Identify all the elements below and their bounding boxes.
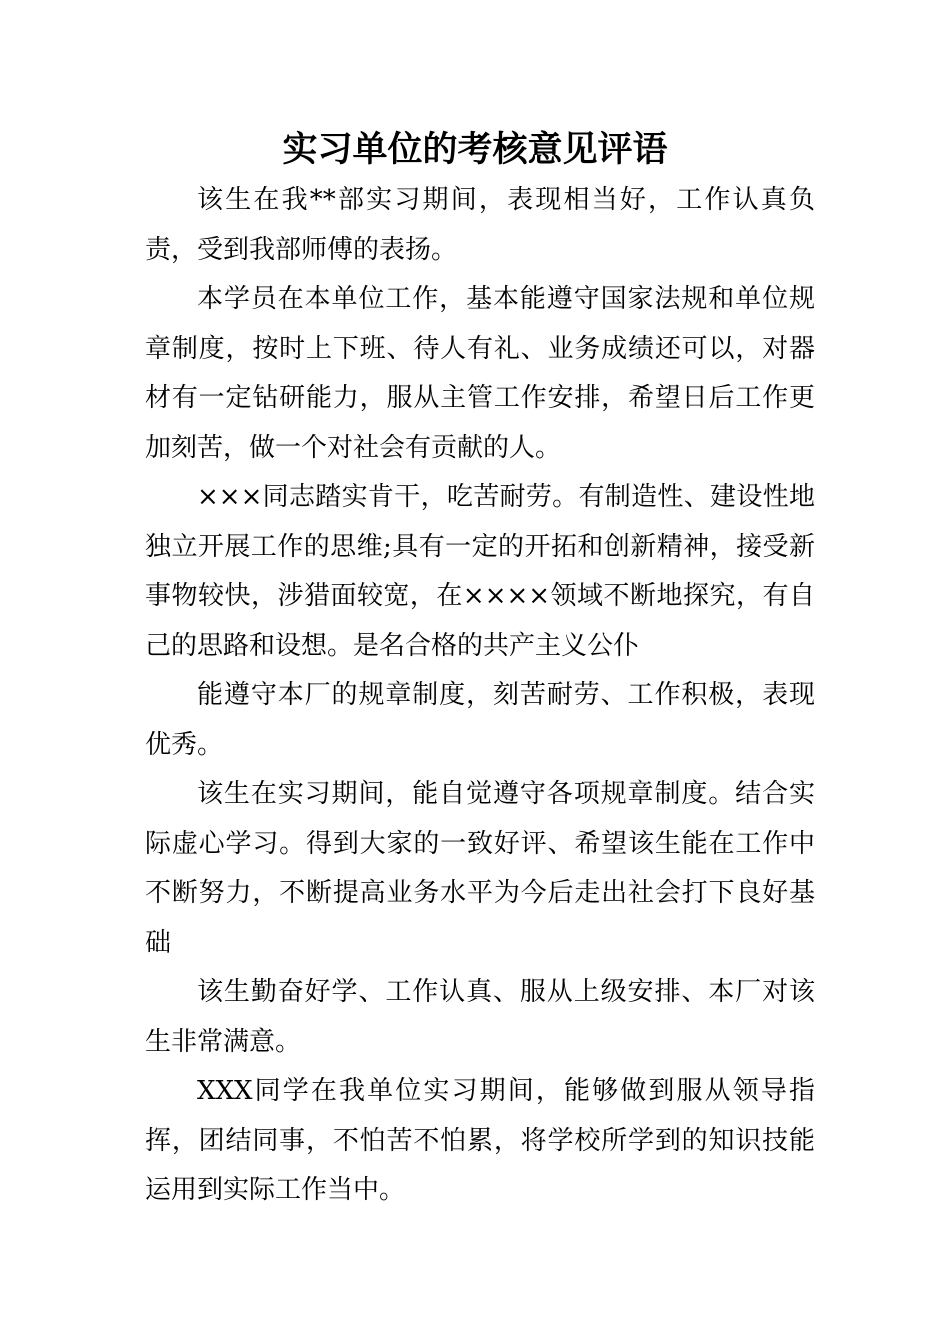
paragraph-2: 本学员在本单位工作，基本能遵守国家法规和单位规章制度，按时上下班、待人有礼、业务成绩还可以，对器材有一定钻研能力，服从主管工作安排，希望日后工作更加刻苦，做一个对社会有贡献的人。 [145, 284, 815, 463]
document-title: 实习单位的考核意见评语 [282, 130, 668, 170]
paragraph-3: ×××同志踏实肯干，吃苦耐劳。有制造性、建设性地独立开展工作的思维;具有一定的开拓和创新精神，接受新事物较快，涉猎面较宽，在××××领域不断地探究，有自己的思路和设想。是名合格的共产主义公仆 [145, 482, 815, 661]
paragraph-4: 能遵守本厂的规章制度，刻苦耐劳、工作积极，表现优秀。 [145, 680, 815, 760]
paragraph-6: 该生勤奋好学、工作认真、服从上级安排、本厂对该生非常满意。 [145, 977, 815, 1057]
paragraph-1: 该生在我**部实习期间，表现相当好，工作认真负责，受到我部师傅的表扬。 [145, 185, 815, 265]
paragraph-7: XXX同学在我单位实习期间，能够做到服从领导指挥，团结同事，不怕苦不怕累，将学校所学到的知识技能运用到实际工作当中。 [145, 1076, 815, 1205]
paragraph-5: 该生在实习期间，能自觉遵守各项规章制度。结合实际虚心学习。得到大家的一致好评、希望该生能在工作中不断努力，不断提高业务水平为今后走出社会打下良好基础 [145, 779, 815, 958]
document-body [145, 176, 815, 1216]
